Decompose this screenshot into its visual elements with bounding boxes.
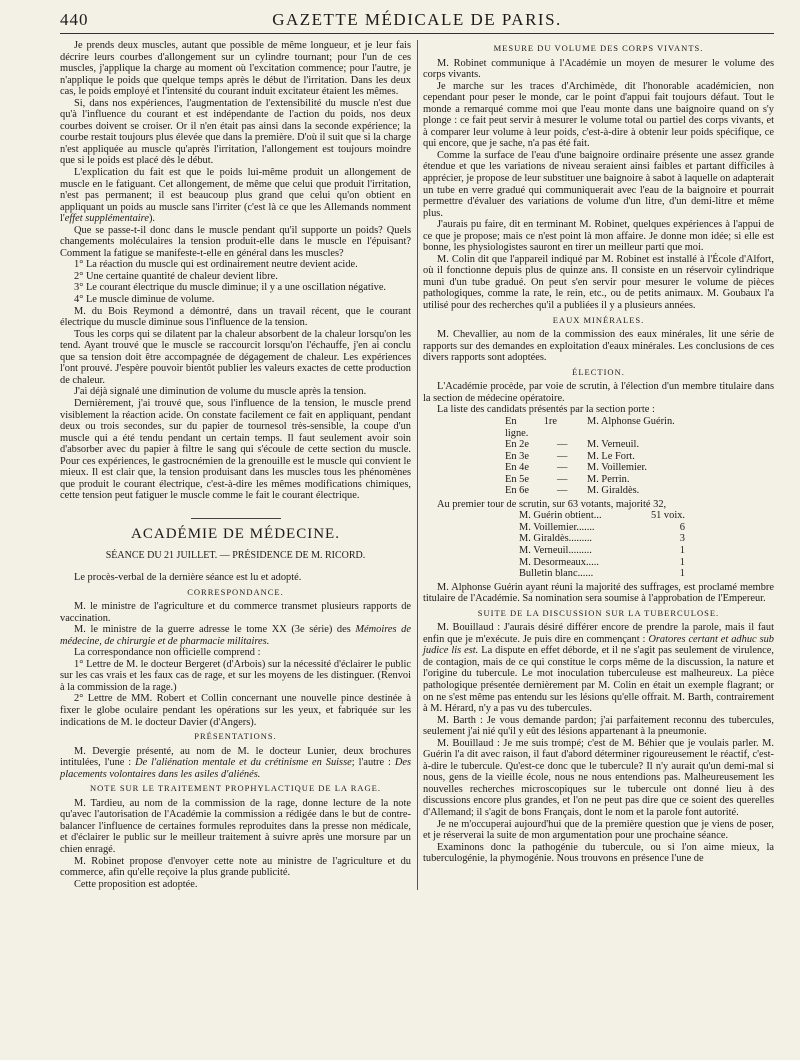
paragraph: 1° Lettre de M. le docteur Bergeret (d'Arbois) sur la nécessité d'éclairer le public sur les cas vrais et les faux cas de rage, et sur les moyens de les distinguer. (Renvoi à la commission de la rage.) — [60, 658, 411, 693]
candidate-row: En 2e — M. Verneuil. — [505, 439, 640, 451]
paragraph: M. Barth : Je vous demande pardon; j'ai parfaitement reconnu des tubercules, seulement j'ai nié qu'il y eût des lésions appartenant à la pneumonie. — [423, 714, 774, 738]
paragraph: M. Colin dit que l'appareil indiqué par M. Robinet est installé à l'École d'Alfort, où il fonctionne depuis plus de quinze ans. Il consiste en un réservoir cylindrique muni d'un tube gradué. On peut s'en servir pour mesurer le volume de pièces pathologiques, comme la rate, le rein, etc., ou de petits animaux. M. Goubaux l'a utilisé pour des recherches qu'il a publiées il y a plusieurs années. — [423, 253, 774, 312]
paragraph: M. Devergie présenté, au nom de M. le docteur Lunier, deux brochures intitulées, l'une : De l'aliénation mentale et du crétinisme en Suisse; l'autre : Des placements volontaires dans les asiles d'aliénés. — [60, 745, 411, 780]
paragraph: M. le ministre de la guerre adresse le tome XX (3e série) des Mémoires de médecine, de chirurgie et de pharmacie militaires. — [60, 624, 411, 647]
paragraph: Dernièrement, j'ai trouvé que, sous l'influence de la tension, le muscle prend visiblement la réaction acide. On constate facilement ce fait en appliquant, pendant deux ou trois secondes, sur du papier de tournesol très-sensible, la coupe d'un muscle qui a été tendu pendant un certain temps. Il faut seulement avoir soin d'absorber avec du papier à filtre le sang qui s'écoule de cette section du muscle. Pour ces expériences, le gastrocnémien de la grenouille est le muscle qui convient le mieux. Il est clair que, la tension produisant dans les muscles tous les phénomènes que produit le courant électrique, c'est-à-dire les mêmes modifications chimiques, cette tension peut fatiguer le muscle comme le fait le courant électrique. — [60, 397, 411, 502]
left-column — [60, 40, 411, 890]
paragraph: M. Chevallier, au nom de la commission des eaux minérales, lit une série de rapports sur des demandes en exploitation d'eaux minérales. Les conclusions de ces divers rapports sont adoptées. — [423, 329, 774, 364]
vote-row: M. Voillemier....... 6 — [519, 521, 685, 533]
paragraph: M. Bouillaud : J'aurais désiré différer encore de prendre la parole, mais il faut enfin que je m'exécute. Je puis dire en commençant : Oratores certant et adhuc sub judice lis est. La dispute en effet déborde, et il ne s'agit pas seulement de virulence, de contagion, mais de ce qui constitue le corps même de la discussion, la nature et l'origine du tubercule. Le mot inoculation tuberculeuse est malheureux. La pièce pathologique présentée dernièrement par M. Colin en était un exemple flagrant; or on ne s'est même pas entendu sur les lésions qu'elle offrait. M. Barth, contrairement à M. Hérard, n'y a pas vu des tubercules. — [423, 622, 775, 715]
list-item: 4° Le muscle diminue de volume. — [74, 294, 215, 306]
session-heading: SÉANCE DU 21 JUILLET. — PRÉSIDENCE DE M. RICORD. — [105, 550, 366, 562]
vote-row: M. Guérin obtient... 51 voix. — [519, 510, 685, 522]
paragraph: M. Tardieu, au nom de la commission de la rage, donne lecture de la note qu'avec l'autorisation de l'Académie la commission a rédigée dans le but de contre-balancer l'influence de certaines formules reproduites dans la presse non médicale, et d'éclairer le public sur le meilleur traitement à suivre après une morsure par un chien enragé. — [60, 797, 411, 855]
paragraph: J'aurais pu faire, dit en terminant M. Robinet, quelques expériences à l'appui de ce que je propose; mais ce n'est point là mon affaire. Je donne mon idée; si elle est bonne, les physiologistes sauront en tirer un meilleur parti que moi. — [423, 219, 774, 254]
subsection-heading: PRÉSENTATIONS. — [194, 731, 277, 742]
right-column — [423, 40, 774, 890]
list-item: 3° Le courant électrique du muscle diminue; il y a une oscillation négative. — [74, 282, 387, 294]
paragraph: L'explication du fait est que le poids lui-même produit un allongement de muscle en le fatiguant. Cet allongement, de même que celui que produit l'irritation, n'est pas permanent; il est beaucoup plus grand que celui qu'on obtient en appliquant un poids au muscle sans l'irriter (c'est là ce que les Allemands nomment l'effet supplémentaire). — [60, 167, 411, 225]
list-item: 2° Une certaine quantité de chaleur devient libre. — [74, 270, 278, 282]
list-item: 1° La réaction du muscle qui est ordinairement neutre devient acide. — [74, 259, 358, 271]
paragraph: Que se passe-t-il donc dans le muscle pendant qu'il supporte un poids? Quels changements moléculaires la tension produit-elle dans le muscle en l'épuisant? Comment la fatigue se manifeste-t-elle en général dans les muscles? — [60, 224, 411, 259]
journal-title: GAZETTE MÉDICALE DE PARIS. — [272, 10, 562, 29]
subsection-heading: CORRESPONDANCE. — [187, 586, 284, 597]
subsection-heading: MESURE DU VOLUME DES CORPS VIVANTS. — [493, 43, 704, 53]
vote-tally — [519, 510, 774, 579]
paragraph: Je prends deux muscles, autant que possible de même longueur, et je leur fais décrire leurs courbes d'allongement sur un cylindre tournant; pour l'un de ces muscles, j'applique la charge au moment où l'excitation commence; pour l'autre, je n'applique le poids que quelque temps après le début de l'irritation. Dans les deux cas, le poids employé et l'intensité du courant induit excitateur étaient les mêmes. — [60, 40, 411, 98]
paragraph: Comme la surface de l'eau d'une baignoire ordinaire présente une assez grande étendue et que les variations de niveau seraient ainsi faibles et partant difficiles à apprécier, je propose de leur substituer une baignoire à sabot à laquelle on adapterait un tube en verre gradué qui communiquerait avec l'eau de la baignoire et pourrait permettre d'évaluer des variations de volume d'un litre, d'un demi-litre et même plus. — [423, 149, 774, 219]
candidate-row: En 6e — M. Giraldès. — [505, 485, 640, 497]
paragraph: M. le ministre de l'agriculture et du commerce transmet plusieurs rapports de vaccination. — [60, 601, 411, 624]
paragraph: Si, dans nos expériences, l'augmentation de l'extensibilité du muscle n'est due qu'à l'influence du courant et est indépendante de l'action du poids, nos deux courbes doivent se croiser. Or il n'en était pas ainsi dans la seconde expérience; la courbe restait toujours plus élevée que dans la première. D'où il suit que si la charge n'est appliquée au muscle qu'après l'irritation, l'allongement est toujours moindre que si le poids est placé dès le début. — [60, 97, 411, 167]
paragraph: Tous les corps qui se dilatent par la chaleur absorbent de la chaleur lorsqu'on les tend. Ayant trouvé que le muscle se raccourcit lorsqu'on l'échauffe, j'en ai conclu que sa tension doit être accompagnée de dégagement de chaleur. Les expériences l'ont prouvé. J'espère pouvoir bientôt publier les valeurs exactes de cette production de chaleur. — [60, 328, 411, 386]
paragraph: M. Bouillaud : Je me suis trompé; c'est de M. Béhier que je voulais parler. M. Guérin l'a dit avec raison, il faut d'abord déterminer rigoureusement le réactif, c'est-à-dire le tubercule. Qu'est-ce donc que le tubercule? Il n'y aurait qu'un demi-mal si nous, gens de la vieille école, nous ne nous entendions pas. Malheureusement les nouvelles recherches microscopiques sur le tubercule ont donné lieu à des discussions encore plus grandes, et l'on ne peut pas dire que ce soient des querelles d'Allemand; il s'agit de bons Français, dont le nom et la parole font autorité. — [423, 737, 774, 818]
paragraph: La liste des candidats présentés par la section porte : — [437, 404, 655, 416]
vote-row: M. Desormeaux..... 1 — [519, 556, 685, 568]
section-title: ACADÉMIE DE MÉDECINE. — [131, 525, 340, 542]
paragraph: Le procès-verbal de la dernière séance est lu et adopté. — [74, 571, 302, 583]
paragraph: J'ai déjà signalé une diminution de volume du muscle après la tension. — [74, 386, 367, 398]
paragraph: Je marche sur les traces d'Archimède, dit l'honorable académicien, non cependant pour peser le monde, car le point d'appui fait toujours défaut. Tout le monde a remarqué comme moi que l'eau monte dans une baignoire quand on s'y plonge : ce fait peut servir à mesurer le volume total ou partiel des corps vivants, et à comparer leur volume à leur poids, c'est-à-dire à obtenir leur poids spécifique, ce qui encore, que je sache, n'a pas été fait. — [423, 80, 774, 150]
vote-row: M. Giraldès......... 3 — [519, 533, 685, 545]
candidate-row: En 3e — M. Le Fort. — [505, 450, 635, 462]
candidate-list — [505, 416, 774, 497]
paragraph: La correspondance non officielle comprend : — [74, 647, 261, 659]
columns — [60, 40, 774, 890]
page-number: 440 — [60, 10, 89, 29]
candidate-row: En 5e — M. Perrin. — [505, 473, 630, 485]
vote-row: Bulletin blanc...... 1 — [519, 568, 685, 580]
paragraph: M. Robinet propose d'envoyer cette note au ministre de l'agriculture et du commerce, afin qu'elle reçoive la plus grande publicité. — [60, 855, 411, 879]
paragraph: Au premier tour de scrutin, sur 63 votants, majorité 32, — [437, 498, 667, 510]
section-rule — [191, 518, 281, 519]
subsection-heading: ÉLECTION. — [572, 366, 625, 377]
column-divider — [417, 40, 418, 890]
subsection-heading: SUITE DE LA DISCUSSION SUR LA TUBERCULOSE. — [477, 607, 720, 618]
paragraph: 2° Lettre de MM. Robert et Collin concernant une nouvelle pince destinée à fixer le globe oculaire pendant les opérations sur les yeux, et fabriquée sur les indications de M. le docteur Davier (d'Angers). — [60, 693, 411, 728]
candidate-row: En 1re ligne. M. Alphonse Guérin. — [505, 415, 675, 439]
vote-row: M. Verneuil......... 1 — [519, 544, 685, 556]
page-header — [60, 10, 774, 34]
paragraph: M. Alphonse Guérin ayant réuni la majorité des suffrages, est proclamé membre titulaire de l'Académie. Sa nomination sera soumise à l'approbation de l'Empereur. — [423, 581, 774, 605]
subsection-heading: NOTE SUR LE TRAITEMENT PROPHYLACTIQUE DE LA RAGE. — [90, 783, 381, 794]
paragraph: L'Académie procède, par voie de scrutin, à l'élection d'un membre titulaire dans la section de médecine opératoire. — [423, 381, 774, 404]
paragraph: M. Robinet communique à l'Académie un moyen de mesurer le volume des corps vivants. — [423, 57, 774, 81]
paragraph: Cette proposition est adoptée. — [74, 878, 198, 890]
candidate-row: En 4e — M. Voillemier. — [505, 462, 647, 474]
subsection-heading: EAUX MINÉRALES. — [552, 314, 645, 325]
paragraph: Examinons donc la pathogénie du tubercule, ou si l'on aime mieux, la tuberculogénie, la phymogénie. Nous trouvons en présence l'une de — [423, 841, 774, 865]
paragraph: M. du Bois Reymond a démontré, dans un travail récent, que le courant électrique du muscle diminue sous l'influence de la tension. — [60, 305, 411, 329]
paragraph: Je ne m'occuperai aujourd'hui que de la première question que je viens de poser, et je réserverai la suite de mon argumentation pour une prochaine séance. — [423, 818, 774, 842]
